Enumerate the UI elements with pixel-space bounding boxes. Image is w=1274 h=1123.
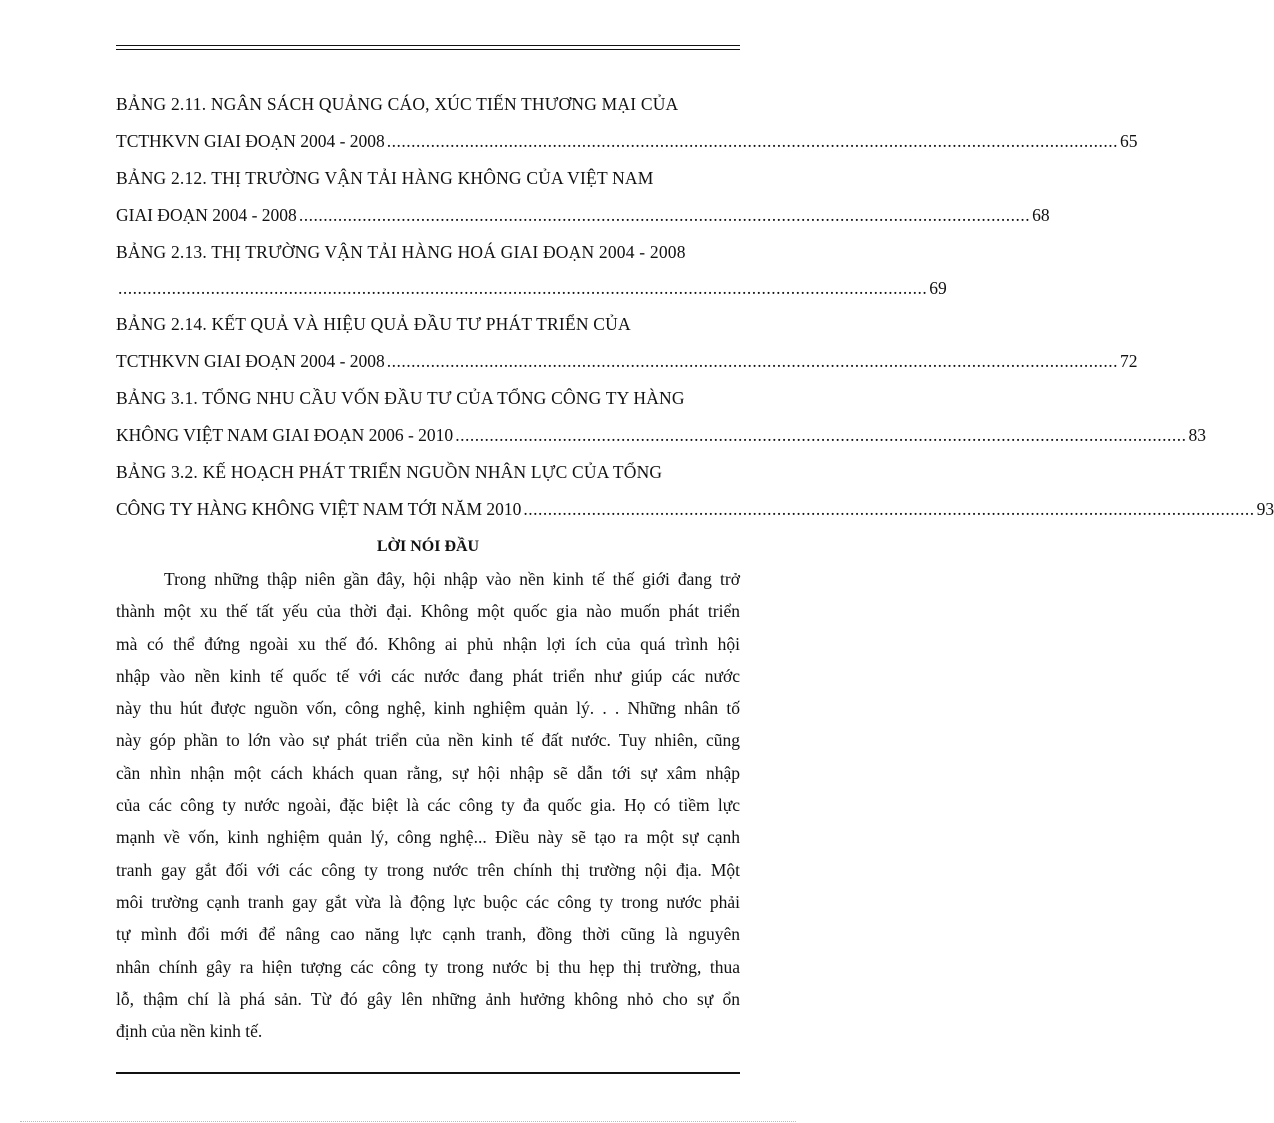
paragraph-line: của các công ty nước ngoài, đặc biệt là các công ty đa quốc gia. Họ có tiềm lực [116, 795, 740, 816]
toc-page-number: 83 [1188, 425, 1206, 445]
toc-entry-last-line [116, 343, 1138, 380]
footer-rule [116, 1072, 740, 1074]
toc-entry[interactable] [116, 86, 1138, 160]
paragraph-line: thành một xu thế tất yếu của thời đại. Không một quốc gia nào muốn phát triển [116, 601, 740, 622]
toc-entry-tail: CÔNG TY HÀNG KHÔNG VIỆT NAM TỚI NĂM 2010 [116, 499, 522, 519]
toc-entry[interactable] [116, 160, 1050, 234]
toc-entry-last-line [116, 123, 1138, 160]
paragraph-line: nhập vào nền kinh tế quốc tế với các nước đang phát triển như giúp các nước [116, 665, 740, 686]
paragraph-line: lỗ, thậm chí là phá sản. Từ đó gây lên những ảnh hưởng không nhỏ cho sự ổn [116, 988, 740, 1009]
toc-entry-tail: TCTHKVN GIAI ĐOẠN 2004 - 2008 [116, 351, 385, 371]
dot-leader: ...................................................................................................................................................... [386, 351, 1119, 371]
paragraph-line: này thu hút được nguồn vốn, công nghệ, kinh nghiệm quản lý. . . Những nhân tố [116, 698, 740, 719]
toc-entry-title: BẢNG 2.13. THỊ TRƯỜNG VẬN TẢI HÀNG HOÁ GIAI ĐOẠN 2004 - 2008 [116, 242, 686, 262]
toc-entry-tail: GIAI ĐOẠN 2004 - 2008 [116, 205, 297, 225]
toc-entry-title: BẢNG 3.2. KẾ HOẠCH PHÁT TRIỂN NGUỒN NHÂN LỰC CỦA TỔNG [116, 462, 663, 482]
dot-leader: ...................................................................................................................................................... [298, 205, 1031, 225]
toc-entry-title: BẢNG 2.14. KẾT QUẢ VÀ HIỆU QUẢ ĐẦU TƯ PHÁT TRIỂN CỦA [116, 314, 631, 334]
toc-entry-tail: KHÔNG VIỆT NAM GIAI ĐOẠN 2006 - 2010 [116, 425, 454, 445]
paragraph-line: mạnh về vốn, kinh nghiệm quản lý, công nghệ... Điều này sẽ tạo ra một sự cạnh [116, 827, 740, 848]
toc-entry-last-line [116, 491, 1274, 528]
toc-page-number: 93 [1256, 499, 1274, 519]
dot-leader: ...................................................................................................................................................... [386, 131, 1119, 151]
paragraph-line: môi trường cạnh tranh gay gắt vừa là động lực buộc các công ty trong nước phải [116, 891, 740, 912]
toc-entry[interactable] [116, 234, 947, 306]
paragraph-line: tự mình đổi mới để nâng cao năng lực cạnh tranh, đồng thời cũng là nguyên [116, 924, 740, 945]
toc-entry-title: BẢNG 2.11. NGÂN SÁCH QUẢNG CÁO, XÚC TIẾN THƯƠNG MẠI CỦA [116, 94, 679, 114]
toc-entry-tail: TCTHKVN GIAI ĐOẠN 2004 - 2008 [116, 131, 385, 151]
toc-page-number: 68 [1032, 205, 1050, 225]
toc-page-number: 65 [1120, 131, 1138, 151]
page-edge-dotted-line [20, 1121, 796, 1122]
toc-entry-last-line [116, 197, 1050, 234]
dot-leader: ...................................................................................................................................................... [455, 425, 1187, 445]
toc-entry-last-line [116, 270, 947, 306]
paragraph-line: định của nền kinh tế. [116, 1021, 263, 1042]
toc-entry[interactable] [116, 380, 1206, 454]
table-of-tables [116, 86, 1274, 528]
paragraph-line: Trong những thập niên gần đây, hội nhập vào nền kinh tế thế giới đang trở [164, 569, 740, 589]
toc-page-number: 72 [1120, 351, 1138, 371]
preface-title: LỜI NÓI ĐẦU [376, 538, 480, 555]
dot-leader: ...................................................................................................................................................... [523, 499, 1255, 519]
toc-entry[interactable] [116, 306, 1138, 380]
toc-entry-title: BẢNG 2.12. THỊ TRƯỜNG VẬN TẢI HÀNG KHÔNG CỦA VIỆT NAM [116, 168, 654, 188]
preface-body [116, 563, 740, 1047]
toc-entry[interactable] [116, 454, 1274, 528]
paragraph-line: tranh gay gắt đối với các công ty trong nước trên chính thị trường nội địa. Một [116, 859, 740, 880]
paragraph-line: cần nhìn nhận một cách khách quan rằng, sự hội nhập sẽ dẫn tới sự xâm nhập [116, 762, 740, 783]
toc-entry-last-line [116, 417, 1206, 454]
header-rule [116, 45, 740, 50]
paragraph-line: này góp phần to lớn vào sự phát triển của nền kinh tế đất nước. Tuy nhiên, cũng [116, 730, 740, 751]
paragraph-line: nhân chính gây ra hiện tượng các công ty trong nước bị thu hẹp thị trường, thua [116, 956, 740, 977]
toc-entry-title: BẢNG 3.1. TỔNG NHU CẦU VỐN ĐẦU TƯ CỦA TỔNG CÔNG TY HÀNG [116, 388, 685, 408]
dot-leader: ...................................................................................................................................................................... [118, 278, 928, 298]
toc-page-number: 69 [929, 278, 947, 298]
paragraph-line: mà có thể đứng ngoài xu thế đó. Không ai phủ nhận lợi ích của quá trình hội [116, 633, 740, 654]
